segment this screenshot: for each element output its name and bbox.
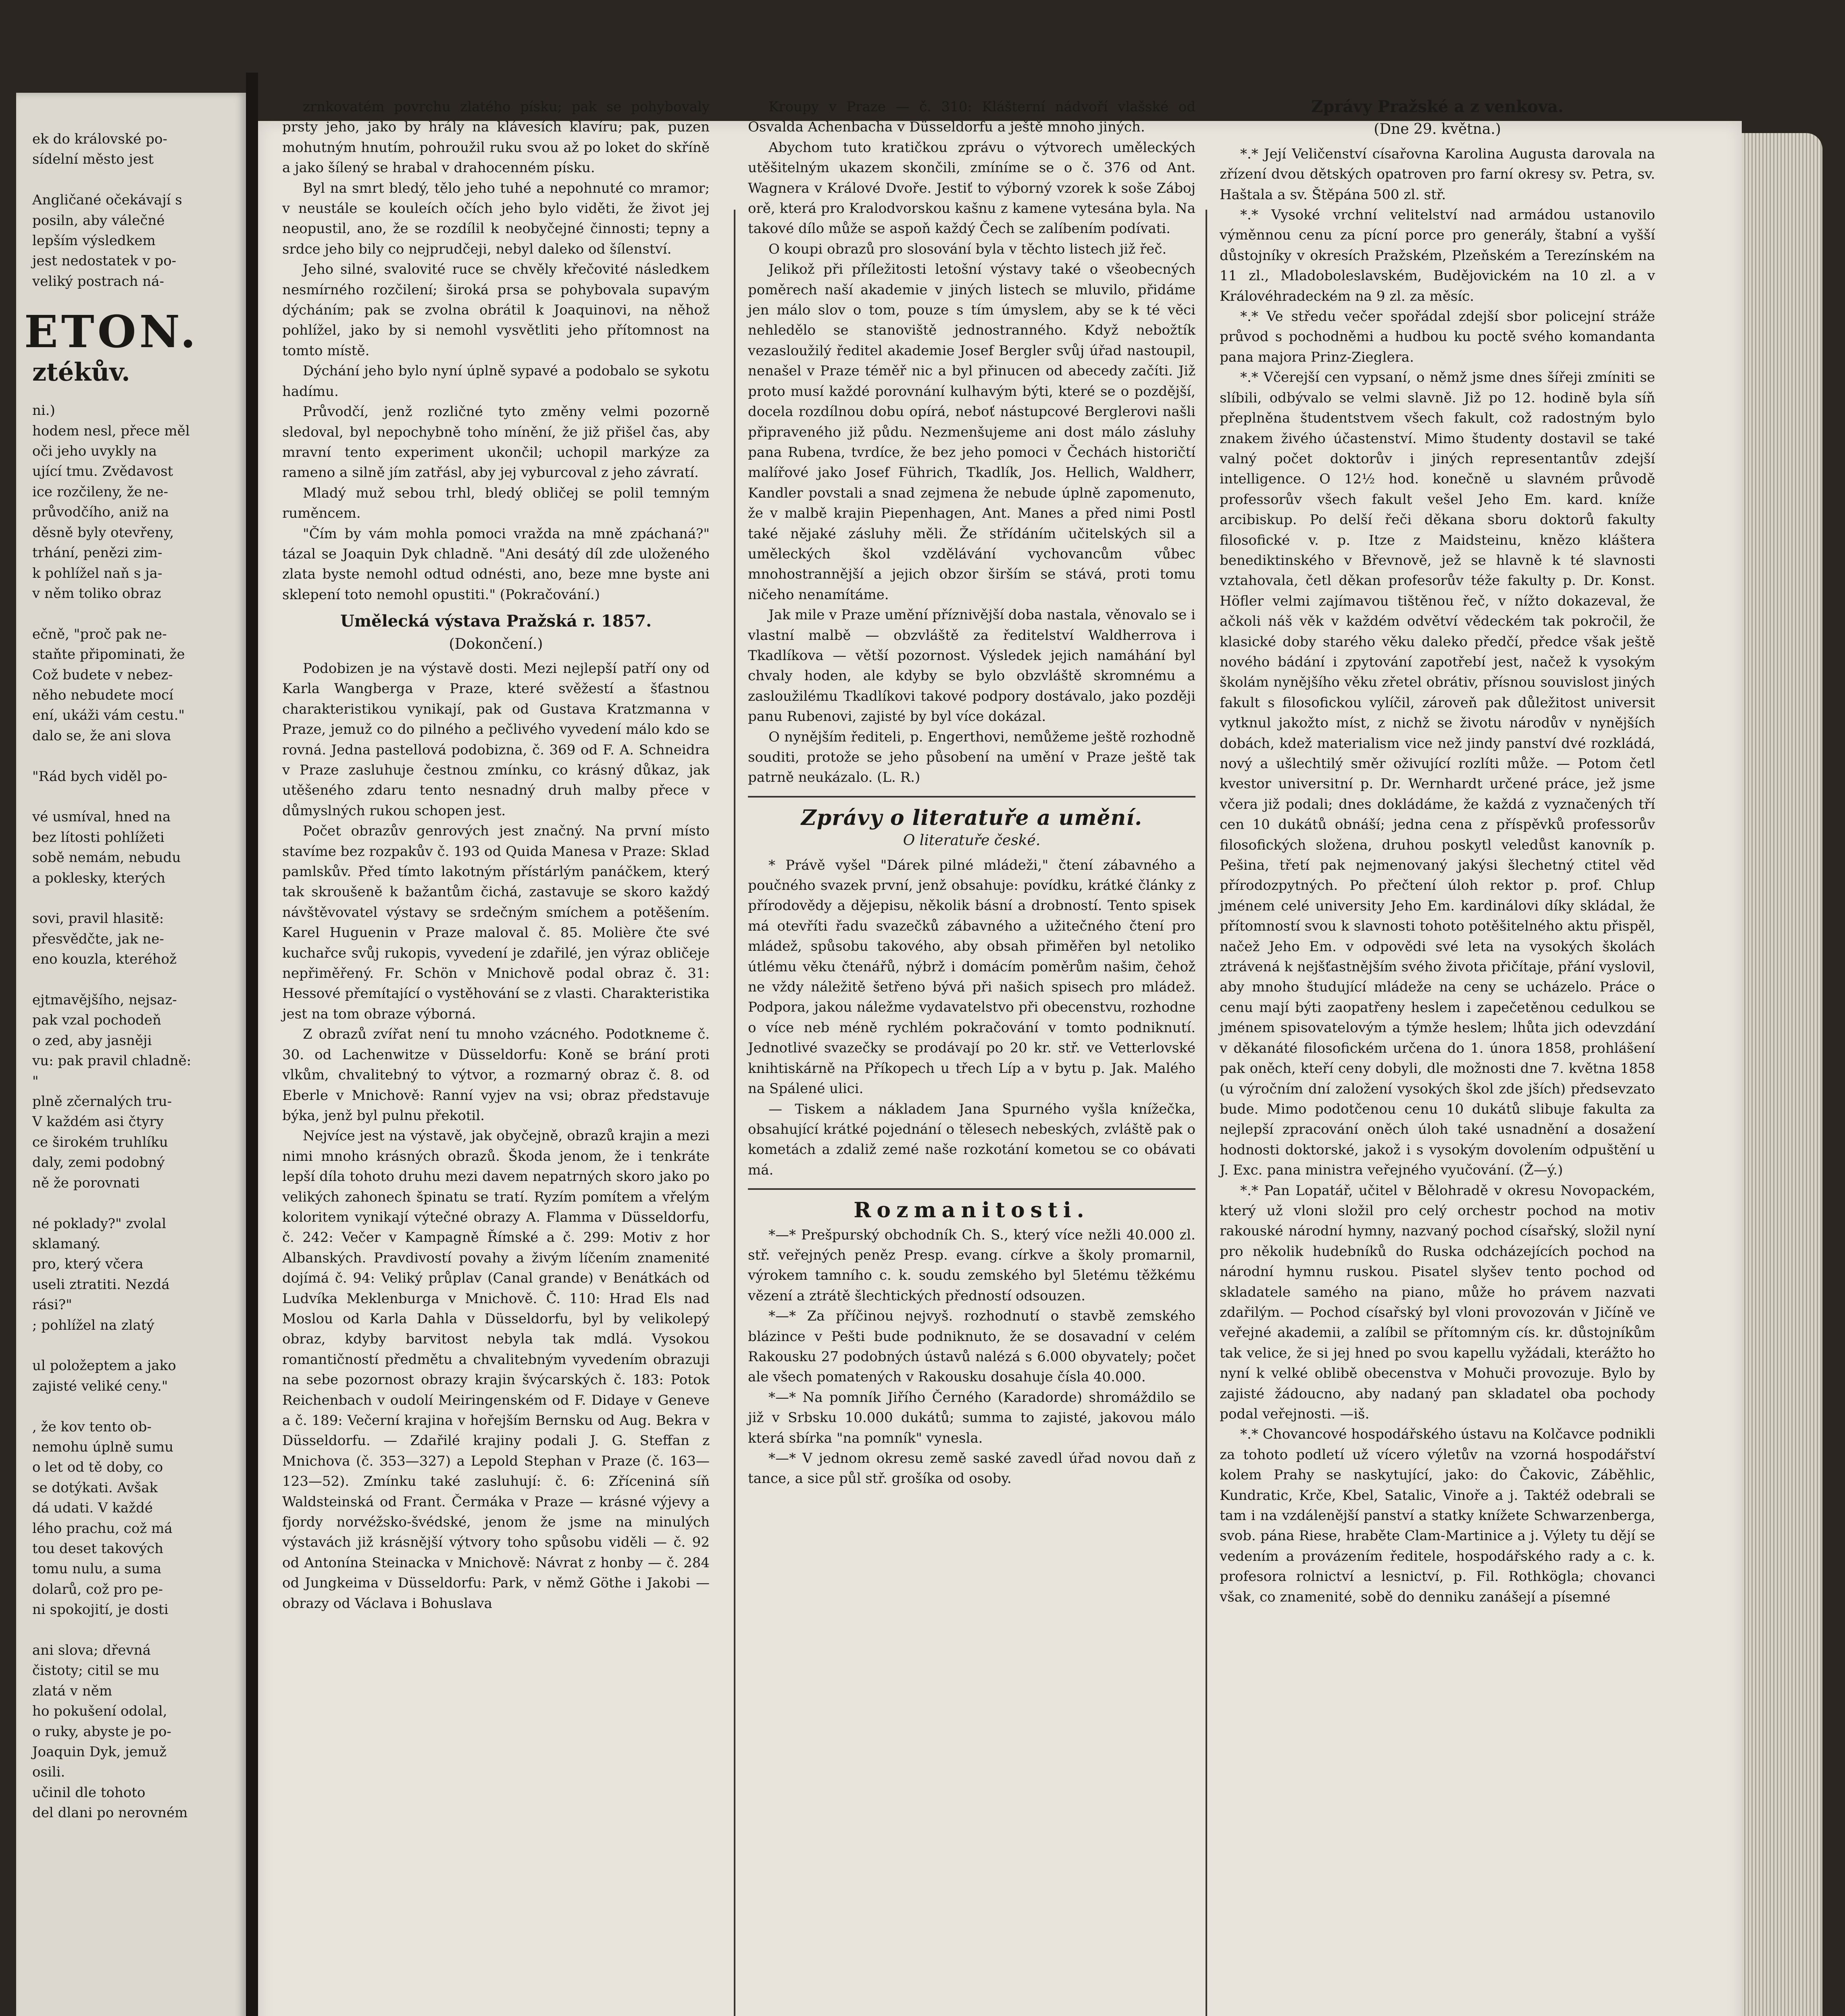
text-line: vé usmíval, hned na — [32, 809, 171, 825]
text-line: přesvědčte, jak ne- — [32, 931, 164, 947]
text-line: , že kov tento ob- — [32, 1418, 152, 1435]
text-line: "Rád bych viděl po- — [32, 768, 167, 785]
paragraph: Dýchání jeho bylo nyní úplně sypavé a podobalo se sykotu hadímu. — [282, 363, 710, 400]
text-line: veliký postrach ná- — [32, 273, 164, 289]
text-line: ečně, "proč pak ne- — [32, 626, 167, 642]
feuilleton-continuation — [282, 97, 710, 605]
text-line: o let od tě doby, co — [32, 1459, 163, 1476]
text-line: ení, ukáži vám cestu." — [32, 707, 185, 724]
text-line: vu: pak pravil chladně: — [32, 1053, 192, 1069]
exhibition-subtitle: (Dokončení.) — [449, 635, 543, 652]
paragraph: *.* Včerejší cen vypsaní, o němž jsme dnes šířeji zmíniti se slíbili, odbývalo se velmi slavně. Již po 12. hodině byla síň přeplněna študentstvem všech fakult, což radostným bylo znakem živého účastenství. Mimo študenty dostavil se také valný počet doktorův i jiných representantův zdejší intelligence. O 12½ hod. konečně u slavném průvodě professorův všech fakult vešel Jeho Em. kard. kníže arcibiskup. Po delší řeči děkana sboru doktorů fakulty filosofické v. p. Itze z Maidsteinu, knězo kláštera benediktinského v Břevnově, jež se hlavně k té slavnosti vztahovala, četl děkan profesorův téže fakulty p. Dr. Konst. Höfler velmi zajímavou tištěnou řeč, v nížto dokazeval, že ačkoli náš věk v každém odvětví vědeckém tak pokročil, že klasické doby starého věku daleko předčí, předce však ještě nového bádání i zpytování zapotřebí jest, načež k vysokým školám nynějšího věku zřetel obrátiv, přísnou souvislost jiných fakult s filosofickou vylíčil, zároveň pak důležitost universit vytknul jakožto míst, z nichž se životu národův v nynějších dobách, kdež materialism vice než jindy panství dvé rozkládá, nový a ušlechtilý směr oživující rozlíti může. — Potom četl kvestor universitní p. Dr. Wernhardt určené práce, jež jsme včera již podali; dnes dokládáme, že každá z vyznačených tří cen 10 dukátů obnáší; jedna cena z příspěvků professorův filosofických složena, druhou poskytl veledůst kanovník p. Pešina, třetí pak nejmenovaný jakýsi šlechetný ctitel věd přírodozpytných. Po přečtení úloh rektor p. prof. Chlup jménem celé university Jeho Em. kardinálovi díky skládal, že přítomností svou k slavnosti tohoto potěšitelného aktu přispěl, načež Jeho Em. v odpovědi své leta na vysokých školách ztrávená k nejšťastnějším svého života přičítaje, přání vyslovil, aby mnoho študující mládeže na ceny se ucházelo. Práce o cenu mají býti zaopatřeny heslem i zapečetěnou cedulkou se jménem spisovatelovým a týmže heslem; lhůta jich odevzdání v děkanáté filosofickém určena do 1. února 1858, prohlášení pak oněch, kteří ceny dobyli, dle možnosti dne 7. května 1858 (u výročním dní založení vysokých škol zde jších) předsevzato bude. Mimo podotčenou cenu 10 dukátů slibuje fakulta za nejlepší zpracování oněch úloh také usnadnění a dosažení hodnosti doktorské, jakož i s vysokým dovolením odpuštění u J. Exc. pana ministra veřejného vyučování. (Ž—ý.) — [1220, 369, 1655, 1179]
paragraph: *.* Ve středu večer spořádal zdejší sbor policejní stráže průvod s pochodněmi a hudbou ku poctě svého komandanta pana majora Prinz-Zieglera. — [1220, 308, 1655, 365]
paragraph: Jeho silné, svalovité ruce se chvěly křečovité následkem nesmírného rozčilení; široká prsa se pohybovala supavým dýcháním; pak se zvolna obrátil k Joaquinovi, na něhož pohlížel, jako by si nemohl vysvětliti jeho přítomnost na tomto místě. — [282, 261, 710, 359]
text-line: ul položeptem a jako — [32, 1358, 176, 1374]
text-line: tomu nulu, a suma — [32, 1561, 162, 1577]
text-line: eno kouzla, kteréhož — [32, 951, 177, 968]
text-line: daly, zemi podobný — [32, 1154, 165, 1171]
left-top-lines — [32, 129, 234, 292]
paragraph: *.* Pan Lopatář, učitel v Bělohradě v okresu Novopackém, který už vloni složil pro celý orchestr pochod na motiv rakouské národní hymny, nazvaný pochod císařský, složil nyní pro několik hudebníků do Ruska odcházejících pochod na národní hymnu ruskou. Pisatel slyšev tento pochod od skladatele samého na piano, může ho právem nazvati zdařilým. — Pochod císařský byl vloni provozován v Jičíně ve veřejné akademii, a zalíbil se přítomným cís. kr. důstojníkům tak velice, že si jej hned po svou kapellu vyžádali, kterážto ho nyní k velké oblibě obecenstva v Mohuči provozuje. Bylo by zajisté žádoucno, aby nadaný pan skladatel oba pochody podal veřejnosti. —iš. — [1220, 1182, 1655, 1422]
text-line: dolarů, což pro pe- — [32, 1581, 163, 1597]
column-rule — [734, 210, 735, 2016]
text-line: hodem nesl, přece měl — [32, 423, 190, 439]
text-line: del dlani po nerovném — [32, 1805, 188, 1821]
paragraph: Průvodčí, jenž rozličné tyto změny velmi pozorně sledoval, byl nepochybně toho mínění, že již přišel čas, aby mravní tento experiment ukončil; uchopil markýze za rameno a silně jím zatřásl, aby jej vyburcoval z jeho závratí. — [282, 404, 710, 481]
paragraph: *.* Chovancové hospodářského ústavu na Kolčavce podnikli za tohoto podletí už vícero výletův na vzorná hospodářství kolem Prahy se naskytující, jako: do Čakovic, Záběhlic, Kundratic, Krče, Kbel, Satalic, Vinoře a j. Taktéž odebrali se tam i na vzdálenější panství a statky knížete Schwarzenberga, svob. pána Riese, hraběte Clam-Martinice a j. Výlety tu dějí se vedením a provázením ředitele, hospodářského rady a c. k. profesora rolnictví a lesnictví, p. Fil. Rothkögla; chovanci však, co znamenité, sobě do denniku zanášejí a písemné — [1220, 1426, 1655, 1605]
text-line: plně zčernalých tru- — [32, 1093, 172, 1110]
column-3 — [1220, 97, 1655, 1607]
literature-heading: Zprávy o literatuře a umění. — [801, 805, 1143, 830]
text-line: bez lítosti pohlížeti — [32, 829, 165, 846]
text-line: useli ztratiti. Nezdá — [32, 1276, 170, 1293]
text-line: né poklady?" zvolal — [32, 1215, 167, 1232]
text-line: ejtmavějšího, nejsaz- — [32, 992, 177, 1008]
text-line: v něm toliko obraz — [32, 585, 161, 602]
text-line: čistoty; citil se mu — [32, 1662, 160, 1679]
text-line: nemohu úplně sumu — [32, 1439, 174, 1455]
left-mid-lines — [32, 400, 234, 1823]
text-line: jest nedostatek v po- — [32, 253, 177, 269]
text-line: ce širokém truhlíku — [32, 1134, 168, 1150]
text-line: sovi, pravil hlasitě: — [32, 910, 164, 927]
text-line: k pohlížel naň s ja- — [32, 565, 162, 581]
text-line: o zed, aby jasněji — [32, 1032, 152, 1049]
text-line: Angličané očekávají s — [32, 192, 182, 208]
text-line: průvodčího, aniž na — [32, 504, 169, 521]
text-line — [32, 787, 234, 807]
paragraph: Mladý muž sebou trhl, bledý obličej se polil temným ruměncem. — [282, 485, 710, 522]
paragraph: *—* Prešpurský obchodník Ch. S., který více nežli 40.000 zl. stř. veřejných peněz Presp. evang. církve a školy promarnil, výrokem tamního c. k. soudu zemského byl 5letému těžkému vězení a ztrátě šlechtických předností odsouzen. — [748, 1227, 1195, 1304]
text-line: sobě nemám, nebudu — [32, 850, 181, 866]
text-line: ani slova; dřevná — [32, 1642, 151, 1659]
text-line: pro, který včera — [32, 1256, 144, 1272]
local-news-heading: Zprávy Pražské a z venkova. — [1311, 97, 1564, 116]
text-line — [32, 1193, 234, 1213]
text-line: ek do královské po- — [32, 131, 167, 147]
text-line: lepším výsledkem — [32, 233, 156, 249]
text-line: učinil dle tohoto — [32, 1784, 146, 1801]
paragraph: Abychom tuto kratičkou zprávu o výtvorech uměleckých utěšitelným ukazem skončili, zmíníme se o č. 376 od Ant. Wagnera v Králové Dvoře. Jestiť to výborný vzorek k soše Záboj orě, která pro Kralodvorskou kašnu z kamene vytesána byla. Na takové dílo může se aspoň každý Čech se zalíbením podívati. — [748, 139, 1195, 237]
book-gutter — [246, 73, 258, 2016]
text-line: Což budete v nebez- — [32, 666, 173, 683]
page-edges — [1742, 133, 1822, 2016]
column-1 — [282, 97, 710, 1614]
local-news — [1220, 144, 1655, 1607]
exhibition-article — [282, 658, 710, 1614]
paragraph: "Čím by vám mohla pomoci vražda na mně zpáchaná?" tázal se Joaquin Dyk chladně. "Ani desátý díl zde uloženého zlata byste nemohl odtud odnésti, ano, beze mne byste ani sklepení toto nemohl opustiti." (Pokračování.) — [282, 525, 710, 603]
text-line: dalo se, že ani slova — [32, 727, 171, 744]
text-line: něho nebudete mocí — [32, 687, 173, 703]
text-line: sídelní město jest — [32, 151, 154, 168]
text-line: zlatá v něm — [32, 1683, 112, 1699]
miscellany-heading: Rozmanitosti. — [854, 1198, 1090, 1223]
text-line: posiln, aby válečné — [32, 212, 165, 229]
literature-subheading: O literatuře české. — [903, 832, 1041, 849]
feuilleton-heading: ETON. — [24, 306, 199, 358]
text-line: se dotýkati. Avšak — [32, 1479, 158, 1496]
text-line: ující tmu. Zvědavost — [32, 463, 173, 480]
feuilleton-subheading: ztékův. — [32, 357, 130, 387]
paragraph: Jak mile v Praze umění příznivější doba nastala, věnovalo se i vlastní malbě — obzvláště za ředitelství Waldherrova i Tkadlíkova — větší pozornost. Výsledek jejich namáhání byl chvaly hoden, ale kdyby se bylo obzvláště skromnému a zasloužilému Tkadlíkovi takové podpory dostávalo, jako později panu Rubenovi, zajisté by byl více dokázal. — [748, 607, 1195, 725]
paragraph: — Tiskem a nákladem Jana Spurného vyšla knížečka, obsahující krátké pojednání o tělesech nebeských, zvláště pak o kometách a zdaliž zemé naše rozkotání kometou se co obávati má. — [748, 1101, 1195, 1178]
paragraph: Nejvíce jest na výstavě, jak obyčejně, obrazů krajin a mezi nimi mnoho krásných obrazů. Škoda jenom, že i tenkráte lepší díla tohoto druhu mezi davem nepatrných skoro jako po velikých zahonech špinatu se tratí. Ryzím pomítem a vřelým koloritem vynikají výtečné obrazy A. Flamma v Düsseldorfu, č. 242: Večer v Kampagně Římské a č. 299: Motiv z hor Albanských. Pravdivostí povahy a živým líčením znamenité dojímá č. 94: Veliký průplav (Canal grande) v Benátkách od Ludvíka Meklenburga v Mnichově. Č. 110: Hrad Els nad Moslou od Karla Dahla v Düsseldorfu, byl by velikolepý obraz, kdyby barvitost nebyla tak mdlá. Vysokou romantičností předmětu a chvalitebným vyvedením obrazuji na sebe pozornost obrazy krajin švýcarských č. 183: Potok Reichenbach v oudolí Meiringenském od F. Didaye v Geneve a č. 189: Večerní krajina v hořejším Bernsku od Aug. Bekra v Düsseldorfu. — Zdařilé krajiny podali J. G. Steffan z Mnichova (č. 353—327) a Lepold Stephan v Praze (č. 163—123—52). Zmínku také zasluhují: č. 6: Zříceniná síň Waldsteinská od Frant. Čermáka v Praze — krásné výjevy a fjordy norvéžsko-švédské, jenom že jsme na minulých výstavách již krásnější výtvory toho spůsobu viděli — č. 92 od Antonína Steinacka v Mnichově: Návrat z honby — č. 284 od Jungkeima v Düsseldorfu: Park, v němž Göthe i Jakobi — obrazy od Václava i Bohuslava — [282, 1128, 710, 1612]
text-line — [32, 170, 234, 190]
paragraph: zrnkovatém povrchu zlatého písku; pak se pohybovaly prsty jeho, jako by hrály na klávesích klavíru; pak, puzen mohutným hnutím, pohroužil ruku svou až po loket do skříně a jako šílený se hrabal v drahocenném písku. — [282, 99, 710, 176]
text-line — [32, 1335, 234, 1356]
text-line — [32, 1620, 234, 1640]
section-divider — [748, 1188, 1195, 1190]
text-line: sklamaný. — [32, 1235, 101, 1252]
text-line: oči jeho uvykly na — [32, 443, 157, 460]
paragraph: Počet obrazův genrových jest značný. Na první místo stavíme bez rozpakův č. 193 od Quida Manesa v Praze: Sklad pamlskův. Před tímto lakotným přístárlým panáčkem, který tak skroušeně k bažantům čichá, zastavuje se skoro každý návštěvovatel výstavy se srdečným smíchem a potěšením. Karel Huguenin v Praze maloval č. 85. Molière čte své kuchařce svůj rukopis, vyvedení je zdařilé, jen výraz obličeje nepřiměřený. Fr. Schön v Mnichově podal obraz č. 31: Hessové přemítající o vystěhování se z vlasti. Charakteristika jest na tom obraze výborná. — [282, 823, 710, 1022]
paragraph: Podobizen je na výstavě dosti. Mezi nejlepší patří ony od Karla Wangberga v Praze, které svěžestí a šťastnou charakteristikou vynikají, pak od Gustava Kratzmanna v Praze, jemuž co do pilného a pečlivého vyvedení málo kdo se rovná. Jedna pastellová podobizna, č. 369 od F. A. Schneidra v Praze zasluhuje čestnou zmínku, co krásný důkaz, jak utěšeného zdaru tento nesnadný druh malby přece v důmyslných rukou schopen jest. — [282, 660, 710, 819]
text-line: lého prachu, což má — [32, 1520, 173, 1537]
text-line: a poklesky, kterých — [32, 870, 166, 886]
text-line: " — [32, 1073, 39, 1089]
text-line: dá udati. V každé — [32, 1500, 153, 1516]
paragraph: O nynějším řediteli, p. Engerthovi, nemůžeme ještě rozhodně souditi, protože se jeho působení na umění v Praze ještě tak patrně neukázalo. (L. R.) — [748, 729, 1195, 786]
section-divider — [748, 796, 1195, 798]
column-2 — [748, 97, 1195, 1489]
text-line — [32, 888, 234, 908]
text-line: děsně byly otevřeny, — [32, 524, 174, 541]
text-line: ně že porovnati — [32, 1175, 140, 1191]
exhibition-title: Umělecká výstava Pražská r. 1857. — [340, 612, 652, 631]
text-line: osili. — [32, 1764, 65, 1781]
paragraph: Byl na smrt bledý, tělo jeho tuhé a nepohnuté co mramor; v neustále se kouleích očích jeho bylo viděti, že život jej neopustil, ano, že se rozdílil k neobyčejné činnosti; tepny a srdce jeho bily co nejprudčeji, nebyl daleko od šílenství. — [282, 180, 710, 257]
paragraph: O koupi obrazů pro slosování byla v těchto listech již řeč. — [768, 241, 1167, 257]
paragraph: Kroupy v Praze — č. 310: Klášterní nádvoří vlašské od Osvalda Achenbacha v Düsseldorfu a ještě mnoho jiných. — [748, 99, 1195, 135]
text-line: ice rozčileny, že ne- — [32, 483, 168, 500]
text-line: zajisté veliké ceny." — [32, 1378, 168, 1394]
column-rule — [1206, 210, 1207, 2016]
text-line: Joaquin Dyk, jemuž — [32, 1744, 167, 1760]
text-line: ni.) — [32, 402, 55, 419]
paragraph: *—* V jednom okresu země saské zavedl úřad novou daň z tance, a sice půl stř. grošíka od osoby. — [748, 1450, 1195, 1487]
left-column-fragment — [24, 129, 234, 1823]
paragraph: Jelikož při příležitosti letošní výstavy také o všeobecných poměrech naší akademie v jiných listech se mluvilo, přidáme jen málo slov o tom, pouze s tím úmyslem, aby se k té věci nehledělo se stanoviště jednostranného. Když nebožtík vezasloužilý ředitel akademie Josef Bergler svůj úřad nastoupil, nenašel v Praze téměř nic a byl přinucen od abecedy začíti. Již proto musí každé porovnání kulhavým býti, které se o pozdější, docela rozdílnou dobu opírá, neboť nástupcové Berglerovi našli připraveného již půdu. Nezmenšujeme ani dost málo zásluhy pana Rubena, tvrdíce, že bez jeho pomoci v Čechách historičtí malířové jako Josef Führich, Tkadlík, Jos. Hellich, Waldherr, Kandler povstali a snad zejmena že nebude úplně zapomenuto, že v malbě krajin Piepenhagen, Ant. Manes a před nimi Postl také nějaké zásluhy měli. Že střídáním učitelských sil a uměleckých škol vzdělávání vychovancům vůbec mnohostrannější a jejich obzor širším se stává, proti tomu ničeho nenamítáme. — [748, 261, 1195, 603]
paragraph: *.* Její Veličenství císařovna Karolina Augusta darovala na zřízení dvou dětských opatroven pro farní okresy sv. Petra, sv. Haštala a sv. Štěpána 500 zl. stř. — [1220, 146, 1655, 203]
exhibition-article-continued — [748, 97, 1195, 788]
text-line: V každém asi čtyry — [32, 1114, 164, 1130]
paragraph: * Právě vyšel "Dárek pilné mládeži," čtení zábavného a poučného svazek první, jenž obsahuje: povídku, krátké články z přírodovědy a dějepisu, několik básní a drobností. Tento spisek má otevříti řadu svazečků zábavného a užitečného čtení pro mládež, spůsobu takového, aby obsah přiměřen byl netoliko útlému věku čtenářů, nýbrž i domácím poměrům našim, čehož ne vždy náležitě šetřeno bývá při našich spisech pro mládež. Podpora, jakou náležme vydavatelstvo při obecenstvu, rozhodne o více neb méně rychlém pokračování v tomto podniknutí. Jednotlivé svazečky se prodávají po 20 kr. stř. ve Vetterlovské knihtiskárně na Příkopech u třech Líp a v bytu p. Jak. Malého na Spálené ulici. — [748, 857, 1195, 1097]
literature-news — [748, 855, 1195, 1181]
local-news-date: (Dne 29. května.) — [1374, 121, 1501, 138]
paragraph: *—* Za příčinou nejvyš. rozhodnutí o stavbě zemského blázince v Pešti bude podniknuto, že se dosavadní v celém Rakousku 27 podobných ústavů nalézá s 6.000 obyvately; počet ale všech pomatených v Rakousku dosahuje čísla 40.000. — [748, 1308, 1195, 1385]
paragraph: *.* Vysoké vrchní velitelství nad armádou ustanovilo výměnnou cenu za pícní porce pro generály, štabní a vyšší důstojníky v okresích Pražském, Plzeňském a Terezínském na 11 zl., Mladoboleslavském, Budějovickém na 10 zl. a v Královéhradeckém na 9 zl. za měsíc. — [1220, 207, 1655, 304]
text-line — [32, 970, 234, 990]
paragraph: *—* Na pomník Jiřího Černého (Karadorde) shromáždilo se již v Srbsku 10.000 dukátů; summa to zajisté, jakovou málo která sbírka "na pomník" vynesla. — [748, 1389, 1195, 1446]
text-line: staňte připominati, že — [32, 646, 185, 663]
miscellany-news — [748, 1225, 1195, 1489]
paragraph: Z obrazů zvířat není tu mnoho vzácného. Podotkneme č. 30. od Lachenwitze v Düsseldorfu: Koně se brání proti vlkům, chvalitebný to výtvor, a rozmarný obraz č. 8. od Eberle v Mnichově: Ranní vyjev na vsi; obraz představuje býka, jenž byl pulnu překotil. — [282, 1026, 710, 1124]
text-line — [32, 604, 234, 624]
text-line: ; pohlížel na zlatý — [32, 1317, 154, 1333]
text-line: ho pokušení odolal, — [32, 1703, 167, 1720]
text-line: o ruky, abyste je po- — [32, 1723, 171, 1740]
text-line — [32, 1396, 234, 1416]
text-line: rási?" — [32, 1297, 72, 1313]
text-line: pak vzal pochodeň — [32, 1012, 161, 1029]
text-line: tou deset takových — [32, 1541, 164, 1557]
text-line: trhání, penězi zim- — [32, 545, 162, 561]
text-line: ni spokojití, je dosti — [32, 1602, 169, 1618]
text-line — [32, 746, 234, 766]
